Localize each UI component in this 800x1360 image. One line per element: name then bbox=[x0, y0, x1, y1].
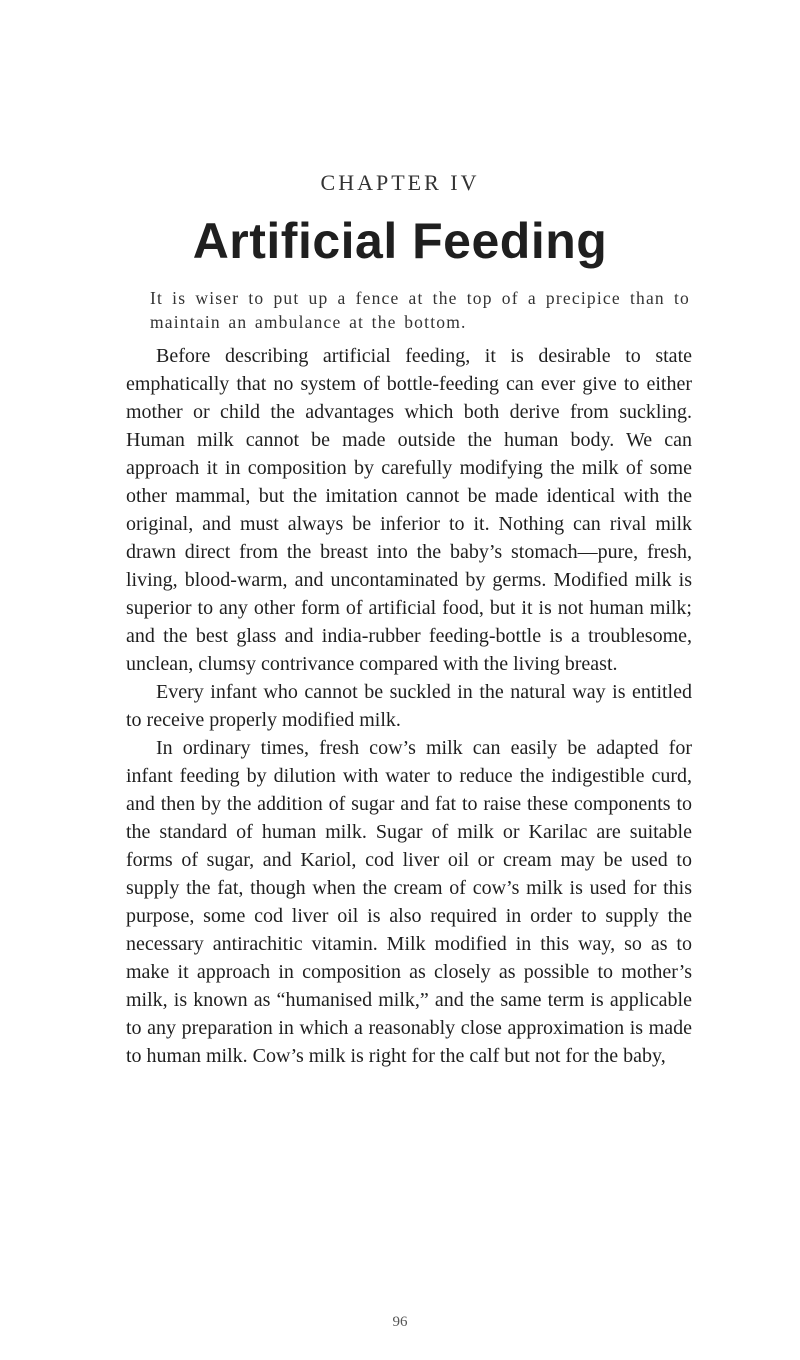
paragraph: Before describing artificial feeding, it is desirable to state emphatically that no system of bottle-feeding can ever give to either mother or child the advantages which both derive from suckling. Human milk cannot be made outside the human body. We can approach it in composition by carefully modifying the milk of some other mammal, but the imitation cannot be made identical with the original, and must always be inferior to it. Nothing can rival milk drawn direct from the breast into the baby’s stomach—pure, fresh, living, blood-warm, and uncontaminated by germs. Modified milk is superior to any other form of artificial food, but it is not human milk; and the best glass and india-rubber feeding-bottle is a troublesome, unclean, clumsy contrivance compared with the living breast. bbox=[126, 345, 692, 675]
chapter-title: Artificial Feeding bbox=[192, 213, 608, 269]
paragraph: In ordinary times, fresh cow’s milk can easily be adapted for infant feeding by dilution with water to reduce the indigestible curd, and then by the addition of sugar and fat to raise these components to the standard of human milk. Sugar of milk or Karilac are suitable forms of sugar, and Kariol, cod liver oil or cream may be used to supply the fat, though when the cream of cow’s milk is used for this purpose, some cod liver oil is also required in order to supply the necessary antirachitic vitamin. Milk modified in this way, so as to make it approach in composition as closely as possible to mother’s milk, is known as “humanised milk,” and the same term is applicable to any preparation in which a reasonably close approximation is made to human milk. Cow’s milk is right for the calf but not for the baby, bbox=[126, 737, 692, 1067]
chapter-label: CHAPTER IV bbox=[320, 170, 480, 195]
body-text bbox=[126, 342, 692, 1070]
paragraph: Every infant who cannot be suckled in the natural way is entitled to receive properly modified milk. bbox=[126, 681, 692, 731]
epigraph: It is wiser to put up a fence at the top of a precipice than to maintain an ambulance at the bottom. bbox=[150, 288, 690, 332]
page-number: 96 bbox=[392, 1314, 408, 1330]
